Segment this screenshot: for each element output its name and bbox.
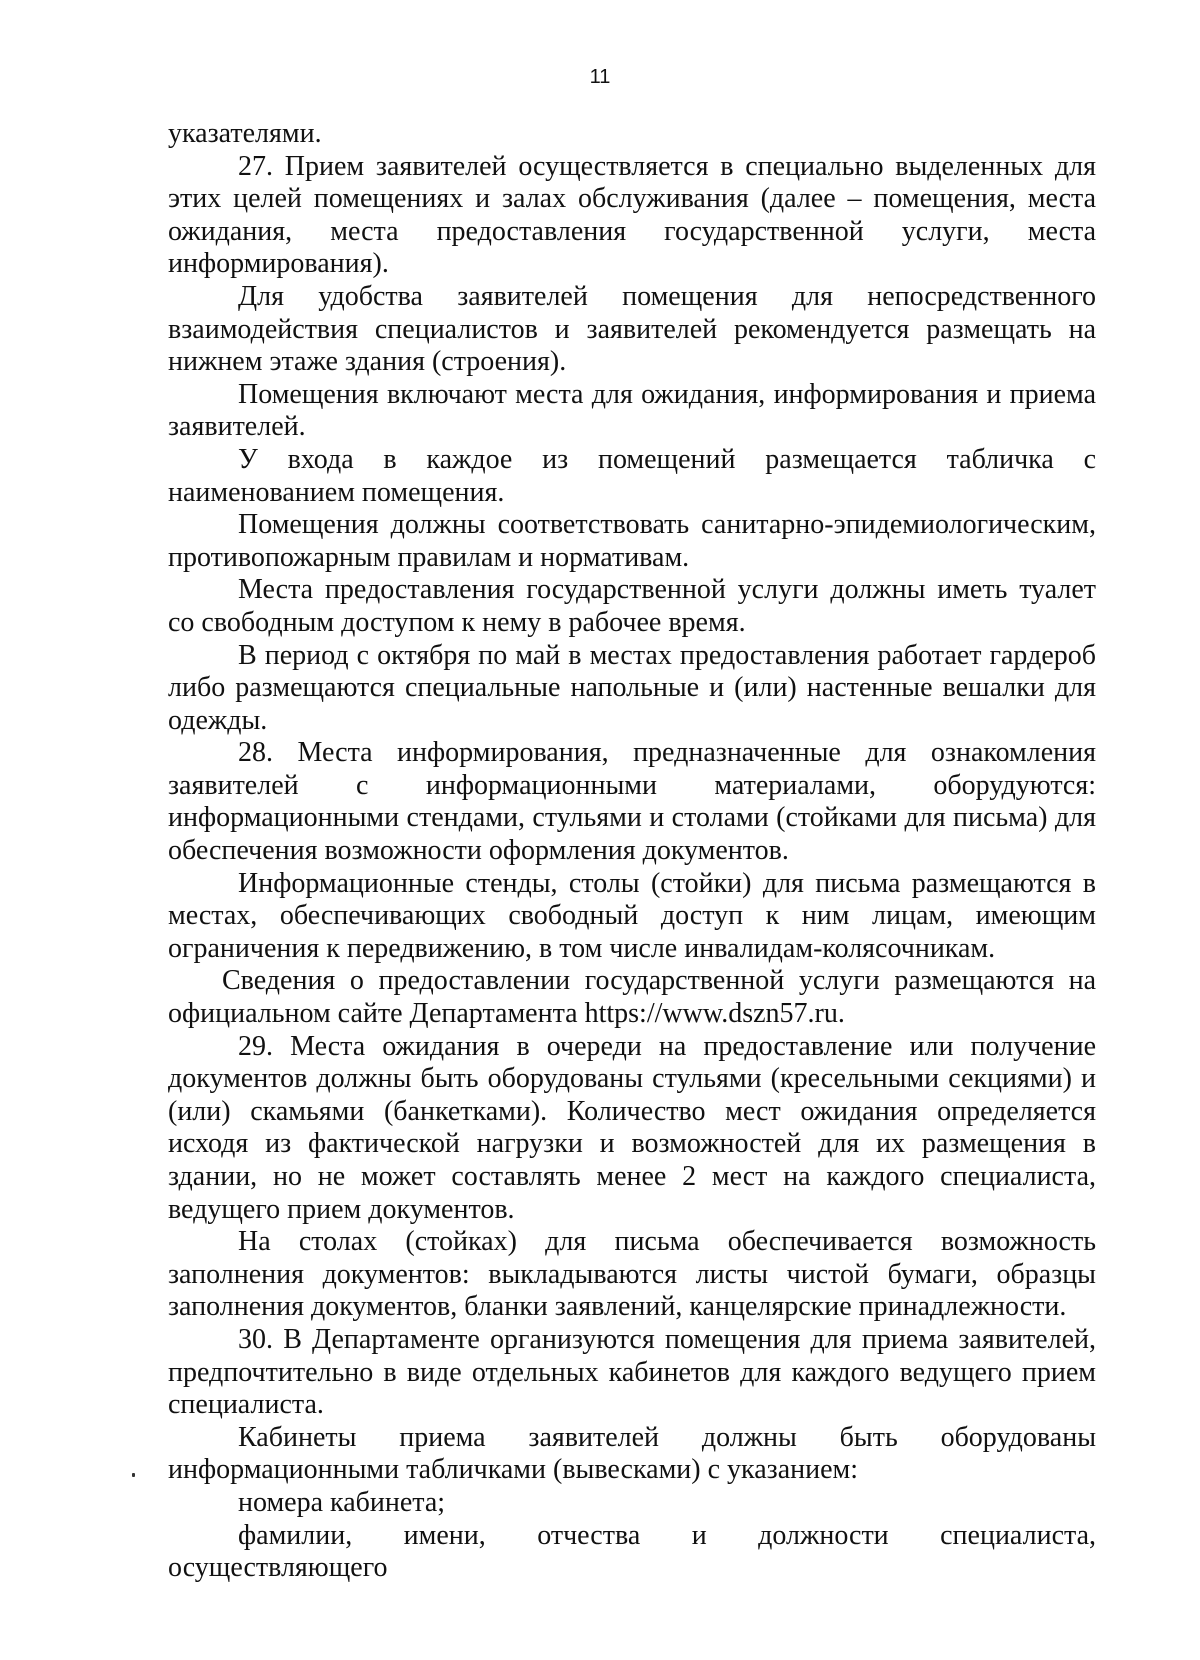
paragraph: Для удобства заявителей помещения для непосредственного взаимодействия специалистов и заявителей рекомендуется размещать на нижнем этаже здания (строения).	[168, 280, 1096, 378]
paragraph: Кабинеты приема заявителей должны быть оборудованы информационными табличками (вывесками) с указанием:	[168, 1421, 1096, 1486]
paragraph: В период с октября по май в местах предоставления работает гардероб либо размещаются специальные напольные и (или) настенные вешалки для одежды.	[168, 639, 1096, 736]
paragraph: Места предоставления государственной услуги должны иметь туалет со свободным доступом к нему в рабочее время.	[168, 574, 1096, 638]
paragraph: указателями.	[168, 118, 322, 149]
list-item: фамилии, имени, отчества и должности специалиста, осуществляющего	[168, 1519, 1096, 1584]
paragraph: Помещения включают места для ожидания, информирования и приема заявителей.	[168, 378, 1096, 443]
paragraph: 30. В Департаменте организуются помещения для приема заявителей, предпочтительно в виде отдельных кабинетов для каждого ведущего прием специалиста.	[168, 1323, 1096, 1421]
paragraph: У входа в каждое из помещений размещается табличка с наименованием помещения.	[168, 443, 1096, 508]
paragraph: 29. Места ожидания в очереди на предоставление или получение документов должны быть оборудованы стульями (кресельными секциями) и (или) скамьями (банкетками). Количество мест ожидания определяется исходя из фактической нагрузки и возможностей для их размещения в здании, но не может составлять менее 2 мест на каждого специалиста, ведущего прием документов.	[168, 1030, 1096, 1225]
paragraph: На столах (стойках) для письма обеспечивается возможность заполнения документов: выкладываются листы чистой бумаги, образцы заполнения документов, бланки заявлений, канцелярские принадлежности.	[168, 1226, 1096, 1323]
list-item: номера кабинета;	[238, 1486, 446, 1518]
paragraph: 27. Прием заявителей осуществляется в специально выделенных для этих целей помещениях и залах обслуживания (далее – помещения, места ожидания, места предоставления государственной услуги, места информирования).	[168, 150, 1096, 280]
paragraph: 28. Места информирования, предназначенные для ознакомления заявителей с информационными материалами, оборудуются: информационными стендами, стульями и столами (стойками для письма) для обеспечения возможности оформления документов.	[168, 737, 1096, 867]
paragraph: Информационные стенды, столы (стойки) для письма размещаются в местах, обеспечивающих свободный доступ к ним лицам, имеющим ограничения к передвижению, в том числе инвалидам-колясочникам.	[168, 867, 1096, 964]
scan-speck	[132, 1473, 135, 1477]
paragraph: Сведения о предоставлении государственной услуги размещаются на официальном сайте Департамента https://www.dszn57.ru.	[168, 965, 1096, 1030]
page-number: 11	[589, 66, 611, 88]
paragraph: Помещения должны соответствовать санитарно-эпидемиологическим, противопожарным правилам и нормативам.	[168, 509, 1096, 573]
document-body	[168, 118, 1096, 1585]
